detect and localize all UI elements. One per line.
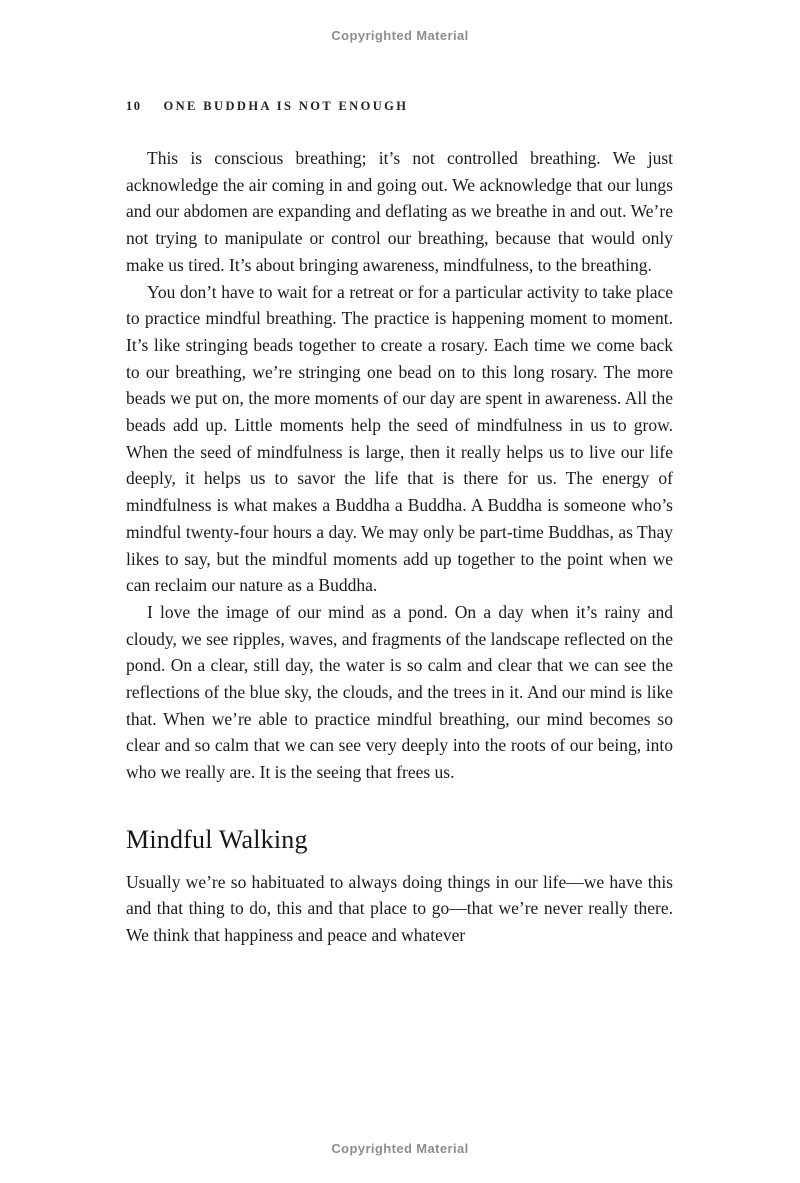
body-text bbox=[126, 145, 673, 949]
paragraph: This is conscious breathing; it’s not controlled breathing. We just acknowledge the air coming in and going out. We acknowledge that our lungs and our abdomen are expanding and deflating as we breathe in and out. We’re not trying to manipulate or control our breathing, because that would only make us tired. It’s about bringing awareness, mindfulness, to the breathing. bbox=[126, 148, 673, 275]
paragraph: I love the image of our mind as a pond. On a day when it’s rainy and cloudy, we see ripples, waves, and fragments of the landscape reflected on the pond. On a clear, still day, the water is so calm and clear that we can see the reflections of the blue sky, the clouds, and the trees in it. And our mind is like that. When we’re able to practice mindful breathing, our mind becomes so clear and so calm that we can see very deeply into the roots of our being, into who we really are. It is the seeing that frees us. bbox=[126, 601, 673, 783]
copyright-watermark-top: Copyrighted Material bbox=[331, 28, 469, 43]
running-title: ONE BUDDHA IS NOT ENOUGH bbox=[163, 99, 409, 113]
section-heading: Mindful Walking bbox=[126, 824, 308, 854]
page-number: 10 bbox=[126, 99, 142, 113]
copyright-watermark-bottom: Copyrighted Material bbox=[331, 1141, 469, 1156]
page-header bbox=[126, 99, 673, 114]
paragraph: You don’t have to wait for a retreat or for a particular activity to take place to practice mindful breathing. The practice is happening moment to moment. It’s like stringing beads together to create a rosary. Each time we come back to our breathing, we’re stringing one bead on to this long rosary. The more beads we put on, the more moments of our day are spent in awareness. All the beads add up. Little moments help the seed of mindfulness in us to grow. When the seed of mindfulness is large, then it really helps us to live our life deeply, it helps us to savor the life that is there for us. The energy of mindfulness is what makes a Buddha a Buddha. A Buddha is someone who’s mindful twenty-four hours a day. We may only be part-time Buddhas, as Thay likes to say, but the mindful moments add up together to the point when we can reclaim our nature as a Buddha. bbox=[126, 281, 673, 596]
paragraph: Usually we’re so habituated to always doing things in our life—we have this and that thing to do, this and that place to go—that we’re never really there. We think that happiness and peace and whatever bbox=[126, 871, 673, 945]
